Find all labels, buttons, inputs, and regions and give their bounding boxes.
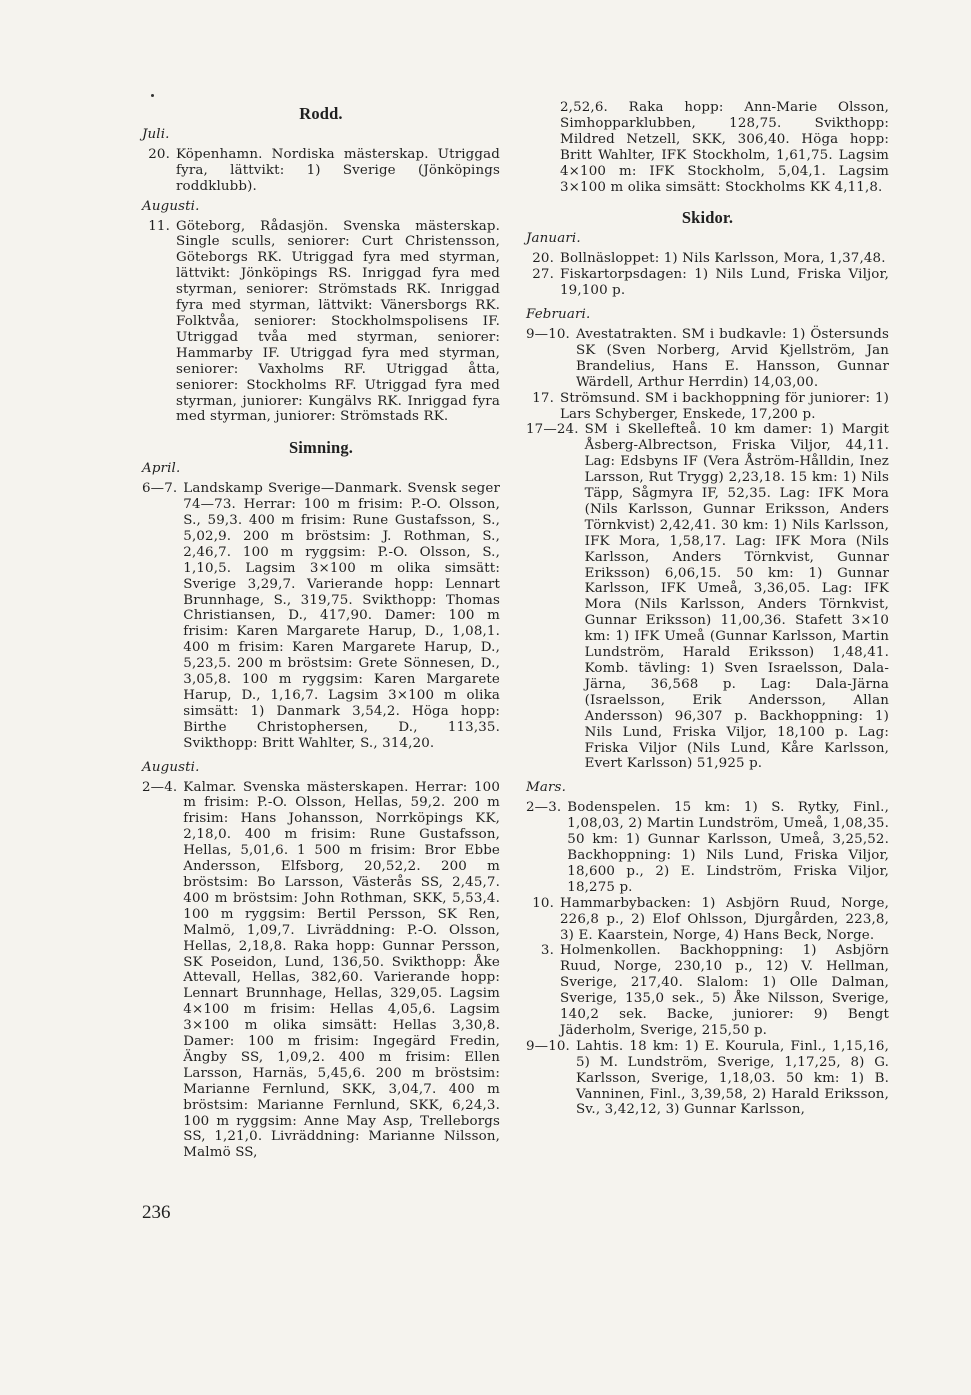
entry-date: 2—4. bbox=[142, 779, 178, 795]
result-entry bbox=[526, 800, 889, 895]
month-label: Juli. bbox=[142, 127, 170, 142]
entry-date: 17—24. bbox=[526, 422, 579, 438]
entry-date: 2—3. bbox=[526, 800, 562, 816]
entry-text: Landskamp Sverige—Danmark. Svensk seger 74—73. Herrar: 100 m frisim: P.-O. Olsson, S., 59,3. 400 m frisim: Rune Gustafsson, S., 5,02,9. 200 m bröstsim: J. Rothman, S., 2,46,7. 100 m ryggsim: P.-O. Olsson, S., 1,10,5. Lagsim 3×100 m olika simsätt: Sverige 3,29,7. Varierande hopp: Lennart Brunnhage, S., 319,75. Svikthopp: Thomas Christiansen, D., 417,90. Damer: 100 m frisim: Karen Margarete Harup, D., 1,08,1. 400 m frisim: Karen Margarete Harup, D., 5,23,5. 200 m bröstsim: Grete Sönnesen, D., 3,05,8. 100 m ryggsim: Karen Margarete Harup, D., 1,16,7. Lagsim 3×100 m olika simsätt: 1) Danmark 3,54,2. Höga hopp: Birthe Christophersen, D., 113,35. Svikthopp: Britt Wahlter, S., 314,20. bbox=[183, 481, 500, 751]
entry-date: 11. bbox=[148, 218, 170, 234]
result-entry bbox=[142, 481, 500, 751]
month-label: April. bbox=[142, 461, 181, 477]
entry-date: 9—10. bbox=[526, 1038, 570, 1054]
entry-date: 17. bbox=[532, 390, 554, 406]
left-column bbox=[142, 100, 500, 1161]
entry-text: Avestatrakten. SM i budkavle: 1) Östersunds SK (Sven Norberg, Arvid Kjellström, Jan Brandelius, Hans E. Hansson, Gunnar Wärdell, Arthur Herrdin) 14,03,00. bbox=[575, 326, 889, 390]
result-entry bbox=[142, 780, 500, 1162]
month-label: Januari. bbox=[526, 231, 581, 247]
entry-date: 27. bbox=[532, 267, 554, 283]
right-column bbox=[526, 100, 889, 1118]
entry-text: Köpenhamn. Nordiska mästerskap. Utriggad fyra, lättvikt: 1) Sverige (Jönköpings roddklubb). bbox=[176, 146, 500, 194]
result-entry bbox=[142, 147, 500, 195]
result-entry bbox=[526, 267, 889, 299]
entry-date: 10. bbox=[532, 895, 554, 911]
page-number: 236 bbox=[142, 1202, 171, 1223]
entry-date: 6—7. bbox=[142, 481, 178, 497]
result-entry bbox=[526, 327, 889, 391]
month-label: Mars. bbox=[526, 780, 566, 796]
entry-text: 2,52,6. Raka hopp: Ann-Marie Olsson, Simhopparklubben, 128,75. Svikthopp: Mildred Netzell, SKK, 306,40. Höga hopp: Britt Wahlter, IFK Stockholm, 1,61,75. Lagsim 4×100 m: IFK Stockholm, 5,04,1. Lagsim 3×100 m olika simsätt: Stockholms KK 4,11,8. bbox=[560, 100, 889, 195]
month-label: Augusti. bbox=[142, 198, 200, 214]
section-heading-simning: Simning. bbox=[288, 438, 354, 458]
result-entry bbox=[526, 422, 889, 772]
entry-text: Hammarbybacken: 1) Asbjörn Ruud, Norge, 226,8 p., 2) Elof Ohlsson, Djurgården, 223,8, 3) E. Kaarstein, Norge, 4) Hans Beck, Norge. bbox=[560, 895, 889, 943]
result-entry bbox=[142, 219, 500, 426]
section-heading-rodd: Rodd. bbox=[299, 104, 343, 123]
entry-date: 9—10. bbox=[526, 326, 570, 342]
month-label: Augusti. bbox=[142, 759, 200, 775]
result-entry bbox=[526, 1039, 889, 1119]
result-entry bbox=[526, 251, 889, 267]
entry-text: Holmenkollen. Backhoppning: 1) Asbjörn Ruud, Norge, 230,10 p., 12) V. Hellman, Sverige, 217,40. Slalom: 1) Olle Dalman, Sverige, 135,0 sek., 5) Åke Nilsson, Sverige, 140,2 sek. Backe, juniorer: 9) Bengt Jäderholm, Sverige, 215,50 p. bbox=[560, 943, 889, 1038]
continued-text bbox=[526, 100, 889, 195]
entry-text: Bodenspelen. 15 km: 1) S. Rytky, Finl., 1,08,03, 2) Martin Lundström, Umeå, 1,08,35. 50 km: 1) Gunnar Karlsson, Umeå, 3,25,52. Backhoppning: 1) Nils Lund, Friska Viljor, 18,600 p., 2) E. Lindström, Friska Viljor, 18,275 p. bbox=[567, 800, 889, 895]
entry-text: Kalmar. Svenska mästerskapen. Herrar: 100 m frisim: P.-O. Olsson, Hellas, 59,2. 200 m frisim: Hans Johansson, Norrköpings KK, 2,18,0. 400 m frisim: Rune Gustafsson, Hellas, 5,01,6. 1 500 m frisim: Bror Ebbe Andersson, Elfsborg, 20,52,2. 200 m bröstsim: Bo Larsson, Västerås SS, 2,45,7. 400 m bröstsim: John Rothman, SKK, 5,53,4. 100 m ryggsim: Bertil Persson, SK Ren, Malmö, 1,09,7. Livräddning: P.-O. Olsson, Hellas, 2,18,8. Raka hopp: Gunnar Persson, SK Poseidon, Lund, 136,50. Svikthopp: Åke Attevall, Hellas, 382,60. Varierande hopp: Lennart Brunnhage, Hellas, 329,05. Lagsim 4×100 m frisim: Hellas 4,05,6. Lagsim 3×100 m olika simsätt: Hellas 3,30,8. Damer: 100 m frisim: Ingegärd Fredin, Ängby SS, 1,09,2. 400 m frisim: Ellen Larsson, Harnäs, 5,45,6. 200 m bröstsim: Marianne Fernlund, SKK, 3,04,7. 400 m bröstsim: Marianne Fernlund, SKK, 6,24,3. 100 m ryggsim: Anne May Asp, Trelleborgs SS, 1,21,0. Livräddning: Marianne Nilsson, Malmö SS, bbox=[183, 779, 500, 1161]
entry-text: SM i Skellefteå. 10 km damer: 1) Margit Åsberg-Albrectson, Friska Viljor, 44,11. Lag: Edsbyns IF (Vera Åström-Hålldin, Inez Larsson, Rut Trygg) 2,23,18. 15 km: 1) Nils Täpp, Sågmyra IF, 52,35. Lag: IFK Mora (Nils Karlsson, Gunnar Eriksson, Anders Törnkvist) 2,42,41. 30 km: 1) Nils Karlsson, IFK Mora, 1,58,17. Lag: IFK Mora (Nils Karlsson, Anders Törnkvist, Gunnar Eriksson) 6,06,15. 50 km: 1) Gunnar Karlsson, IFK Umeå, 3,36,05. Lag: IFK Mora (Nils Karlsson, Anders Törnkvist, Gunnar Eriksson) 11,00,36. Stafett 3×10 km: 1) IFK Umeå (Gunnar Karlsson, Martin Lundström, Harald Eriksson) 1,48,41. Komb. tävling: 1) Sven Israelsson, Dala-Järna, 36,568 p. Lag: Dala-Järna (Israelsson, Erik Andersson, Allan Andersson) 96,307 p. Backhoppning: 1) Nils Lund, Friska Viljor, 18,100 p. Lag: Friska Viljor (Nils Lund, Kåre Karlsson, Evert Karlsson) 51,925 p. bbox=[584, 422, 889, 772]
entry-text: Göteborg, Rådasjön. Svenska mästerskap. Single sculls, seniorer: Curt Christensson, Göteborgs RK. Utriggad fyra med styrman, lättvikt: Jönköpings RS. Inriggad fyra med styrman, seniorer: Strömstads RK. Inriggad fyra med styrman, lättvikt: Vänersborgs RK. Folktvåa, seniorer: Stockholmspolisens IF. Utriggad tvåa med styrman, seniorer: Hammarby IF. Utriggad fyra med styrman, seniorer: Vaxholms RF. Utriggad åtta, seniorer: Stockholms RF. Utriggad fyra med styrman, juniorer: Kungälvs RK. Inriggad fyra med styrman, juniorer: Strömstads RK. bbox=[176, 218, 500, 425]
entry-text: Bollnäsloppet: 1) Nils Karlsson, Mora, 1,37,48. bbox=[560, 251, 886, 267]
month-label: Februari. bbox=[526, 307, 591, 323]
entry-text: Fiskartorpsdagen: 1) Nils Lund, Friska Viljor, 19,100 p. bbox=[560, 267, 889, 299]
section-heading-skidor: Skidor. bbox=[681, 208, 734, 228]
speck-mark bbox=[151, 94, 154, 97]
entry-text: Lahtis. 18 km: 1) E. Kourula, Finl., 1,15,16, 5) M. Lundström, Sverige, 1,17,25, 8) G. Karlsson, Sverige, 1,18,03. 50 km: 1) B. Vanninen, Finl., 3,39,58, 2) Harald Eriksson, Sv., 3,42,12, 3) Gunnar Karlsson, bbox=[575, 1038, 889, 1118]
entry-date: 20. bbox=[148, 146, 170, 162]
entry-date: 3. bbox=[540, 943, 554, 959]
result-entry bbox=[526, 943, 889, 1038]
result-entry bbox=[526, 896, 889, 944]
entry-date: 20. bbox=[532, 251, 554, 267]
result-entry bbox=[526, 391, 889, 423]
entry-text: Strömsund. SM i backhoppning för juniorer: 1) Lars Schyberger, Enskede, 17,200 p. bbox=[560, 390, 889, 422]
